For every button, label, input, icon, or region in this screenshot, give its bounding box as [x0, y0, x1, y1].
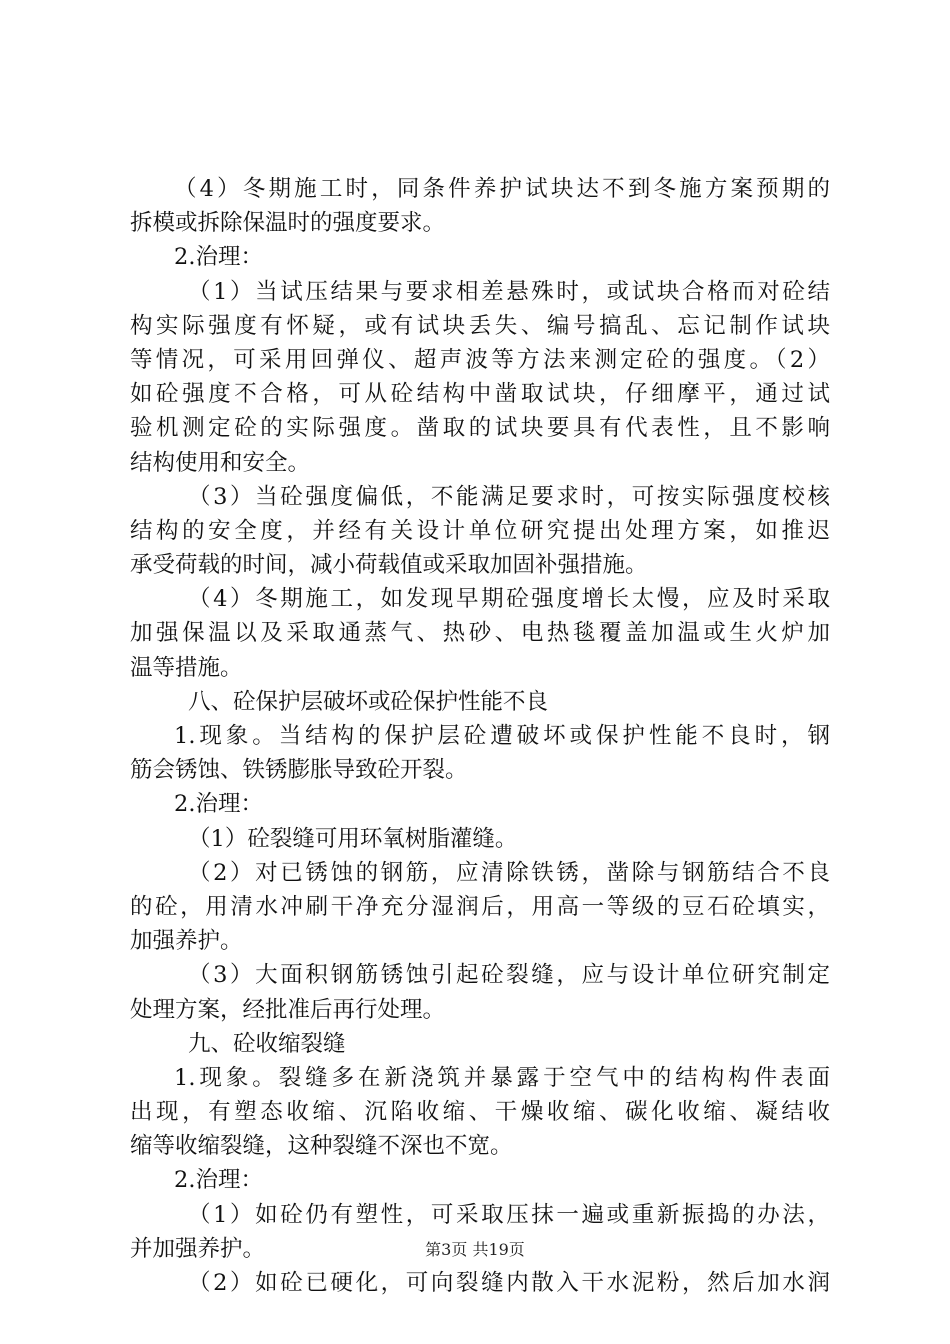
- section-heading: 2.治理：: [174, 1167, 263, 1194]
- text-line: 如砼强度不合格，可从砼结构中凿取试块，仔细摩平，通过试: [130, 381, 830, 408]
- text-line: （3）当砼强度偏低，不能满足要求时，可按实际强度校核: [188, 483, 830, 510]
- text-line: 结构使用和安全。: [130, 449, 311, 476]
- text-line: 构实际强度有怀疑，或有试块丢失、编号搞乱、忘记制作试块: [130, 312, 830, 339]
- text-line: 等情况，可采用回弹仪、超声波等方法来测定砼的强度。（2）: [130, 346, 830, 373]
- text-line: （2）对已锈蚀的钢筋，应清除铁锈，凿除与钢筋结合不良: [188, 859, 830, 886]
- text-line: （4）冬期施工时，同条件养护试块达不到冬施方案预期的: [174, 176, 830, 202]
- section-heading: 2.治理：: [174, 244, 263, 271]
- text-line: 出现，有塑态收缩、沉陷收缩、干燥收缩、碳化收缩、凝结收: [130, 1099, 830, 1126]
- text-line: 处理方案，经批准后再行处理。: [130, 996, 446, 1023]
- section-heading: 八、砼保护层破坏或砼保护性能不良: [188, 688, 549, 715]
- section-heading: 2.治理：: [174, 791, 263, 818]
- body-text: [130, 172, 830, 1300]
- text-line: 验机测定砼的实际强度。凿取的试块要具有代表性，且不影响: [130, 415, 830, 442]
- text-line: 1.现象。裂缝多在新浇筑并暴露于空气中的结构构件表面: [174, 1064, 830, 1091]
- text-line: 加强养护。: [130, 928, 243, 955]
- page-number-footer: 第3页 共19页: [425, 1240, 525, 1259]
- text-line: 1.现象。当结构的保护层砼遭破坏或保护性能不良时，钢: [174, 723, 830, 749]
- text-line: 拆模或拆除保温时的强度要求。: [130, 210, 446, 237]
- section-heading: 九、砼收缩裂缝: [188, 1030, 346, 1057]
- text-line: （1）当试压结果与要求相差悬殊时，或试块合格而对砼结: [188, 278, 830, 305]
- text-line: 温等措施。: [130, 654, 243, 681]
- text-line: 的砼，用清水冲刷干净充分湿润后，用高一等级的豆石砼填实，: [130, 893, 830, 920]
- text-line: （4）冬期施工，如发现早期砼强度增长太慢，应及时采取: [188, 586, 830, 613]
- text-line: 筋会锈蚀、铁锈膨胀导致砼开裂。: [130, 757, 468, 784]
- text-line: （1）砼裂缝可用环氧树脂灌缝。: [188, 825, 518, 852]
- text-line: （2）如砼已硬化，可向裂缝内散入干水泥粉，然后加水润: [188, 1270, 830, 1296]
- text-line: 结构的安全度，并经有关设计单位研究提出处理方案，如推迟: [130, 517, 830, 544]
- text-line: （1）如砼仍有塑性，可采取压抹一遍或重新振捣的办法，: [188, 1201, 830, 1228]
- text-line: 承受荷载的时间，减小荷载值或采取加固补强措施。: [130, 552, 648, 579]
- text-line: 加强保温以及采取通蒸气、热砂、电热毯覆盖加温或生火炉加: [130, 620, 830, 647]
- text-line: 并加强养护。: [130, 1235, 266, 1262]
- text-line: （3）大面积钢筋锈蚀引起砼裂缝，应与设计单位研究制定: [188, 962, 830, 989]
- text-line: 缩等收缩裂缝，这种裂缝不深也不宽。: [130, 1133, 513, 1160]
